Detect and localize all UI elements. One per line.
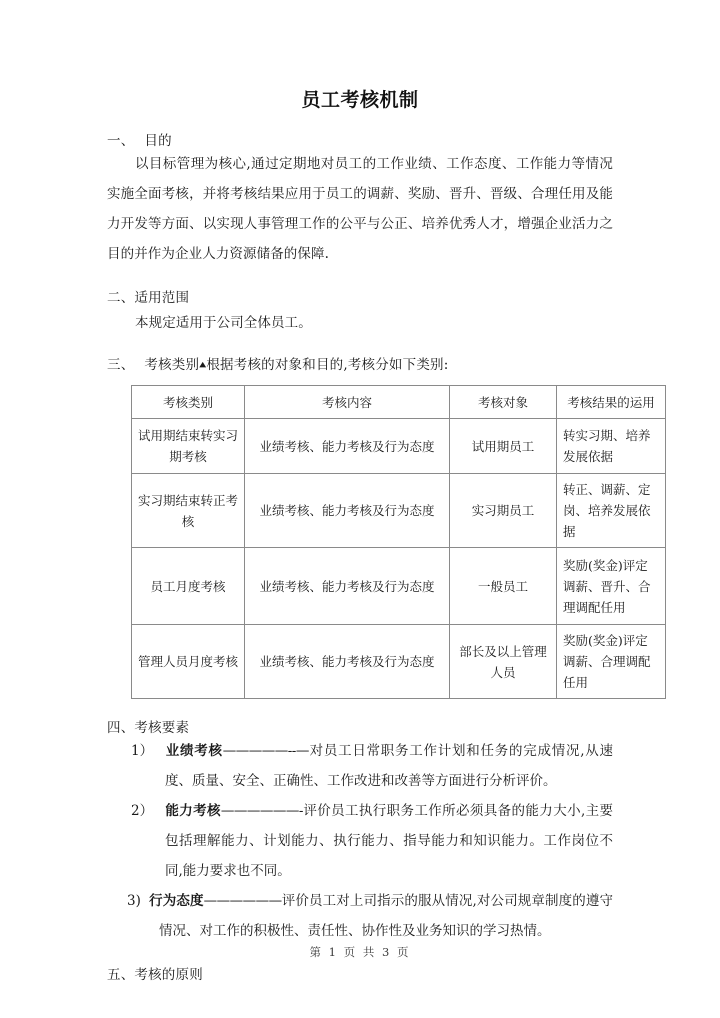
section-1-number: 一、 — [107, 133, 135, 149]
table-header-object: 考核对象 — [450, 386, 557, 419]
section-4-number: 四、 — [107, 720, 135, 736]
elements-list — [107, 736, 613, 946]
cell-content: 业绩考核、能力考核及行为态度 — [245, 548, 450, 625]
list-item — [107, 886, 613, 946]
cell-category: 员工月度考核 — [132, 548, 245, 625]
section-heading-purpose — [107, 112, 613, 149]
cell-content: 业绩考核、能力考核及行为态度 — [245, 625, 450, 699]
cell-result — [557, 548, 666, 625]
result-line: 调薪、合理调配 — [563, 654, 651, 669]
section-3-number: 三、 — [107, 357, 135, 373]
cell-result-lines — [563, 479, 659, 542]
list-item — [107, 796, 613, 886]
section-1-body: 以目标管理为核心,通过定期地对员工的工作业绩、工作态度、工作能力等情况实施全面考核，并将考核结果应用于员工的调薪、奖励、晋升、晋级、合理任用及能力开发等方面、以实现人事管理工作的公平与公正、培养优秀人才，增强企业活力之目的并作为企业人力资源储备的保障. — [107, 156, 613, 262]
list-item-term: 业绩考核 — [165, 743, 223, 759]
section-3-title: 考核类别 — [144, 357, 200, 373]
result-line: 岗、培养发展依 — [563, 503, 651, 518]
cell-object: 一般员工 — [450, 548, 557, 625]
cell-result — [557, 419, 666, 474]
section-4-title: 考核要素 — [134, 720, 190, 736]
list-item-dashes: ——————- — [220, 803, 303, 819]
table-row — [132, 548, 666, 625]
section-heading-categories — [107, 336, 613, 373]
cell-content: 业绩考核、能力考核及行为态度 — [245, 474, 450, 548]
result-line: 奖励(奖金)评定 — [563, 557, 648, 573]
page-title: 员工考核机制 — [301, 89, 419, 111]
result-line: 转正、调薪、定 — [563, 482, 651, 497]
cell-object: 部长及以上管理人员 — [450, 625, 557, 699]
table-header-content: 考核内容 — [245, 386, 450, 419]
triangle-marker-icon: ▲ — [199, 361, 207, 369]
section-heading-scope — [107, 269, 613, 306]
table-header-result: 考核结果的运用 — [557, 386, 666, 419]
list-item-text: 评价员工对上司指示的服从情况,对公司规章制度的遵守情况、对工作的积极性、责任性、协作性及业务知识的学习热情。 — [159, 893, 614, 939]
section-2-body: 本规定适用于公司全体员工。 — [135, 315, 312, 331]
cell-category: 试用期结束转实习期考核 — [132, 419, 245, 474]
cell-result — [557, 625, 666, 699]
result-line: 奖励(奖金)评定 — [563, 633, 648, 648]
list-item — [107, 736, 613, 796]
assessment-table — [131, 385, 666, 699]
result-line: 调薪、晋升、合 — [563, 578, 651, 594]
section-2-number: 二、 — [107, 290, 135, 306]
table-row — [132, 474, 666, 548]
cell-result-lines — [563, 425, 659, 467]
section-5-number: 五、 — [107, 967, 135, 983]
cell-object: 试用期员工 — [450, 419, 557, 474]
section-3-subtitle: 根据考核的对象和目的,考核分如下类别: — [206, 357, 449, 373]
page-content — [107, 0, 655, 983]
cell-content: 业绩考核、能力考核及行为态度 — [245, 419, 450, 474]
cell-result-lines — [563, 555, 659, 618]
cell-result — [557, 474, 666, 548]
table-header-category: 考核类别 — [132, 386, 245, 419]
result-line: 理调配任用 — [563, 599, 626, 615]
assessment-table-wrapper — [131, 385, 655, 699]
table-row — [132, 419, 666, 474]
list-item-text: 评价员工执行职务工作所必须具备的能力大小,主要包括理解能力、计划能力、执行能力、指导能力和知识能力。工作岗位不同,能力要求也不同。 — [165, 803, 613, 879]
cell-category: 实习期结束转正考核 — [132, 474, 245, 548]
section-5-title: 考核的原则 — [134, 967, 203, 983]
list-item-dashes: —————— — [203, 893, 282, 909]
list-item-marker: 1） — [131, 743, 154, 759]
cell-category: 管理人员月度考核 — [132, 625, 245, 699]
list-item-term: 行为态度 — [149, 893, 204, 909]
section-2-title: 适用范围 — [134, 290, 190, 306]
list-item-marker: 3) — [127, 893, 141, 909]
list-item-dashes: —————--— — [222, 743, 309, 759]
list-item-marker: 2） — [131, 803, 154, 819]
section-heading-elements — [107, 699, 613, 736]
list-item-term: 能力考核 — [165, 803, 221, 819]
page-footer: 第 1 页 共 3 页 — [309, 945, 411, 959]
result-line: 发展依据 — [563, 449, 614, 464]
cell-result-lines — [563, 630, 659, 693]
table-header-row — [132, 386, 666, 419]
list-item-text: 对员工日常职务工作计划和任务的完成情况,从速度、质量、安全、正确性、工作改进和改善等方面进行分析评价。 — [165, 743, 613, 789]
result-line: 据 — [563, 524, 576, 539]
section-1-title: 目的 — [144, 133, 172, 149]
result-line: 转实习期、培养 — [563, 428, 651, 443]
result-line: 任用 — [563, 675, 589, 690]
cell-object: 实习期员工 — [450, 474, 557, 548]
table-row — [132, 625, 666, 699]
